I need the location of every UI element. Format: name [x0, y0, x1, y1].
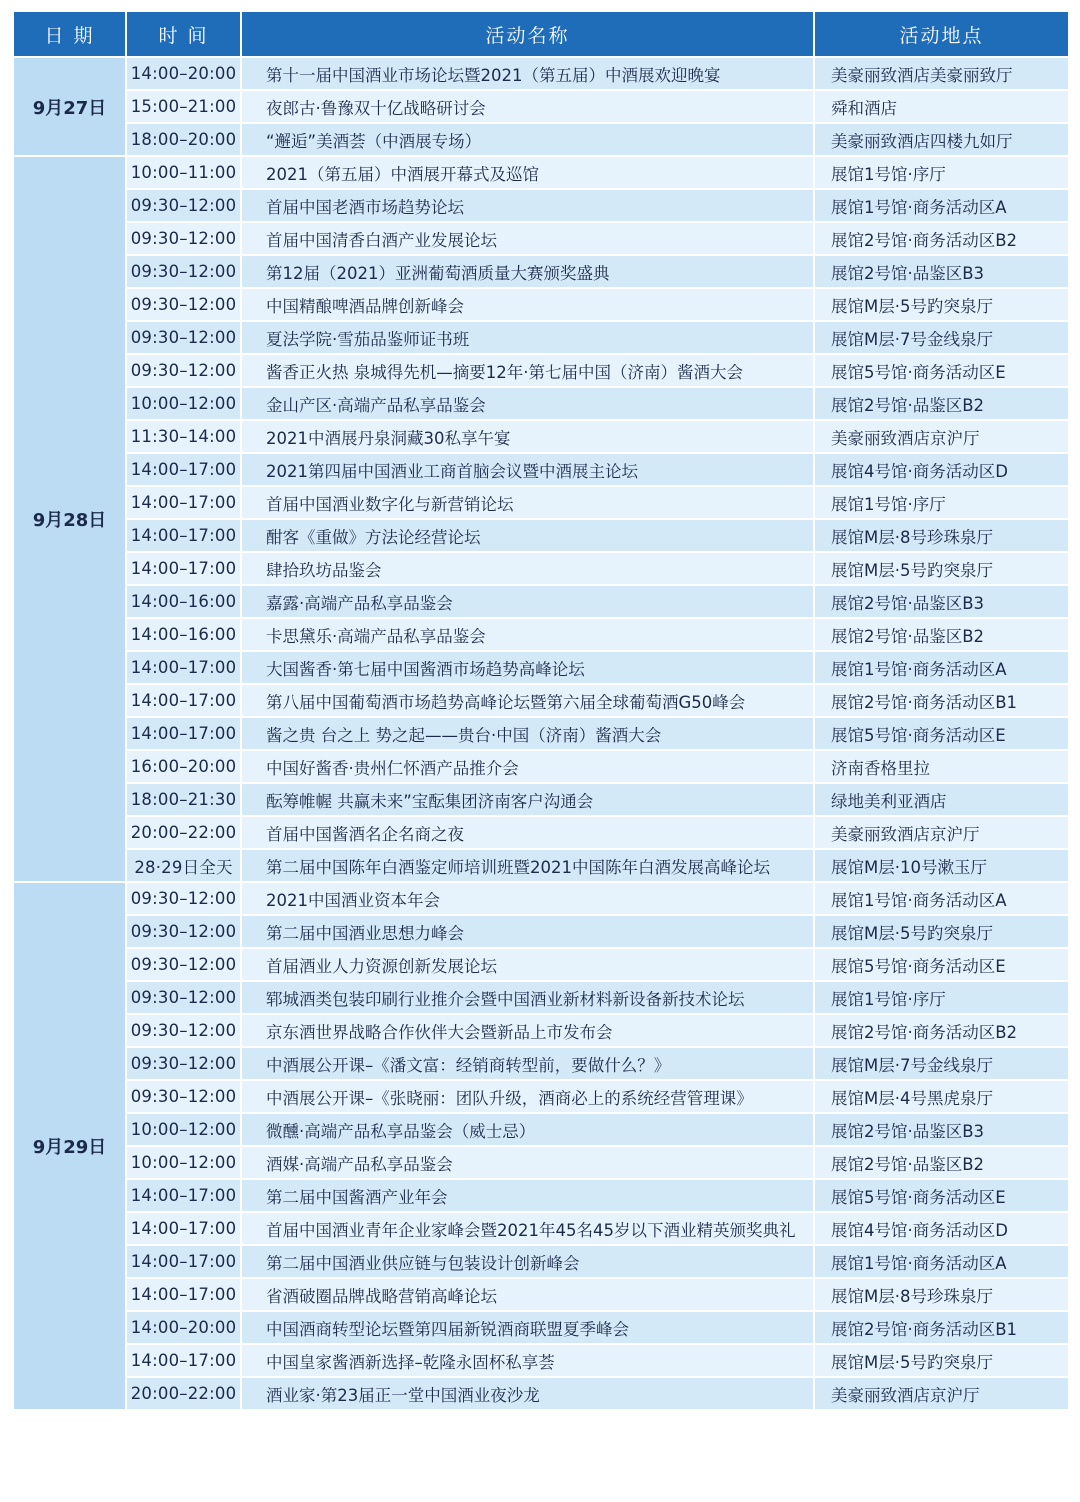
event-name-cell: 嘉露·高端产品私享品鉴会 — [241, 585, 814, 618]
event-name-cell: 卡思黛乐·高端产品私享品鉴会 — [241, 618, 814, 651]
location-cell: 展馆M层·5号趵突泉厅 — [814, 1344, 1069, 1377]
time-cell: 09:30–12:00 — [126, 354, 241, 387]
event-name-cell: 京东酒世界战略合作伙伴大会暨新品上市发布会 — [241, 1014, 814, 1047]
location-cell: 展馆M层·5号趵突泉厅 — [814, 552, 1069, 585]
event-name-cell: 2021（第五届）中酒展开幕式及巡馆 — [241, 156, 814, 189]
location-cell: 美豪丽致酒店京沪厅 — [814, 816, 1069, 849]
time-cell: 09:30–12:00 — [126, 948, 241, 981]
time-cell: 14:00–17:00 — [126, 1179, 241, 1212]
table-row — [13, 156, 1069, 189]
time-cell: 09:30–12:00 — [126, 981, 241, 1014]
table-row — [13, 1146, 1069, 1179]
time-cell: 14:00–17:00 — [126, 1344, 241, 1377]
event-name-cell: 首届中国老酒市场趋势论坛 — [241, 189, 814, 222]
table-row — [13, 123, 1069, 156]
location-cell: 展馆2号馆·品鉴区B2 — [814, 618, 1069, 651]
event-name-cell: 郓城酒类包装印刷行业推介会暨中国酒业新材料新设备新技术论坛 — [241, 981, 814, 1014]
table-row — [13, 1212, 1069, 1245]
table-row — [13, 882, 1069, 915]
location-cell: 展馆M层·5号趵突泉厅 — [814, 288, 1069, 321]
table-row — [13, 585, 1069, 618]
event-name-cell: 首届中国酒业数字化与新营销论坛 — [241, 486, 814, 519]
location-cell: 展馆1号馆·商务活动区A — [814, 882, 1069, 915]
event-name-cell: “邂逅”美酒荟（中酒展专场） — [241, 123, 814, 156]
table-row — [13, 816, 1069, 849]
time-cell: 09:30–12:00 — [126, 189, 241, 222]
table-row — [13, 552, 1069, 585]
location-cell: 展馆2号馆·商务活动区B2 — [814, 1014, 1069, 1047]
event-name-cell: 第12届（2021）亚洲葡萄酒质量大赛颁奖盛典 — [241, 255, 814, 288]
time-cell: 09:30–12:00 — [126, 882, 241, 915]
table-row — [13, 1113, 1069, 1146]
header-row — [13, 11, 1069, 57]
location-cell: 展馆M层·7号金线泉厅 — [814, 1047, 1069, 1080]
table-row — [13, 321, 1069, 354]
time-cell: 11:30–14:00 — [126, 420, 241, 453]
event-name-cell: 首届中国清香白酒产业发展论坛 — [241, 222, 814, 255]
time-cell: 10:00–12:00 — [126, 1146, 241, 1179]
location-cell: 展馆2号馆·商务活动区B1 — [814, 1311, 1069, 1344]
time-cell: 14:00–17:00 — [126, 486, 241, 519]
table-row — [13, 915, 1069, 948]
location-cell: 展馆M层·8号珍珠泉厅 — [814, 519, 1069, 552]
location-cell: 展馆1号馆·序厅 — [814, 486, 1069, 519]
event-name-cell: 中国精酿啤酒品牌创新峰会 — [241, 288, 814, 321]
location-cell: 美豪丽致酒店京沪厅 — [814, 1377, 1069, 1410]
time-cell: 14:00–17:00 — [126, 453, 241, 486]
pc-logo-icon — [976, 1426, 1066, 1482]
location-cell: 济南香格里拉 — [814, 750, 1069, 783]
time-cell: 14:00–17:00 — [126, 717, 241, 750]
event-name-cell: 中国皇家酱酒新选择–乾隆永固杯私享荟 — [241, 1344, 814, 1377]
time-cell: 14:00–17:00 — [126, 552, 241, 585]
table-row — [13, 189, 1069, 222]
header-location: 活动地点 — [814, 11, 1069, 57]
event-name-cell: 肆拾玖坊品鉴会 — [241, 552, 814, 585]
event-name-cell: 酱香正火热 泉城得先机—摘要12年·第七届中国（济南）酱酒大会 — [241, 354, 814, 387]
event-name-cell: 第二届中国酒业思想力峰会 — [241, 915, 814, 948]
event-name-cell: 第二届中国酱酒产业年会 — [241, 1179, 814, 1212]
event-name-cell: 中国酒商转型论坛暨第四届新锐酒商联盟夏季峰会 — [241, 1311, 814, 1344]
time-cell: 28·29日全天 — [126, 849, 241, 882]
location-cell: 展馆1号馆·序厅 — [814, 156, 1069, 189]
time-cell: 20:00–22:00 — [126, 1377, 241, 1410]
table-row — [13, 420, 1069, 453]
table-row — [13, 651, 1069, 684]
event-name-cell: 2021第四届中国酒业工商首脑会议暨中酒展主论坛 — [241, 453, 814, 486]
time-cell: 14:00–17:00 — [126, 1212, 241, 1245]
time-cell: 14:00–17:00 — [126, 1245, 241, 1278]
location-cell: 展馆5号馆·商务活动区E — [814, 717, 1069, 750]
table-row — [13, 519, 1069, 552]
table-row — [13, 750, 1069, 783]
table-row — [13, 57, 1069, 90]
time-cell: 09:30–12:00 — [126, 1047, 241, 1080]
table-row — [13, 1047, 1069, 1080]
table-row — [13, 255, 1069, 288]
time-cell: 14:00–20:00 — [126, 57, 241, 90]
watermark-logo — [976, 1426, 1066, 1490]
time-cell: 18:00–21:30 — [126, 783, 241, 816]
time-cell: 09:30–12:00 — [126, 321, 241, 354]
table-row — [13, 783, 1069, 816]
schedule-table — [12, 10, 1070, 1411]
time-cell: 16:00–20:00 — [126, 750, 241, 783]
event-name-cell: 省酒破圈品牌战略营销高峰论坛 — [241, 1278, 814, 1311]
location-cell: 展馆1号馆·序厅 — [814, 981, 1069, 1014]
location-cell: 舜和酒店 — [814, 90, 1069, 123]
time-cell: 09:30–12:00 — [126, 1014, 241, 1047]
table-row — [13, 1245, 1069, 1278]
table-row — [13, 222, 1069, 255]
time-cell: 18:00–20:00 — [126, 123, 241, 156]
time-cell: 10:00–12:00 — [126, 1113, 241, 1146]
location-cell: 展馆2号馆·品鉴区B3 — [814, 585, 1069, 618]
table-row — [13, 618, 1069, 651]
location-cell: 展馆4号馆·商务活动区D — [814, 453, 1069, 486]
location-cell: 展馆2号馆·品鉴区B3 — [814, 255, 1069, 288]
table-row — [13, 717, 1069, 750]
location-cell: 展馆2号馆·品鉴区B2 — [814, 1146, 1069, 1179]
location-cell: 展馆2号馆·品鉴区B2 — [814, 387, 1069, 420]
table-row — [13, 948, 1069, 981]
date-cell: 9月27日 — [13, 57, 126, 156]
event-name-cell: 2021中酒展丹泉洞藏30私享午宴 — [241, 420, 814, 453]
header-time: 时 间 — [126, 11, 241, 57]
location-cell: 展馆M层·10号漱玉厅 — [814, 849, 1069, 882]
time-cell: 14:00–16:00 — [126, 585, 241, 618]
time-cell: 14:00–17:00 — [126, 684, 241, 717]
event-name-cell: 首届中国酒业青年企业家峰会暨2021年45名45岁以下酒业精英颁奖典礼 — [241, 1212, 814, 1245]
time-cell: 20:00–22:00 — [126, 816, 241, 849]
time-cell: 09:30–12:00 — [126, 915, 241, 948]
event-name-cell: 首届酒业人力资源创新发展论坛 — [241, 948, 814, 981]
time-cell: 15:00–21:00 — [126, 90, 241, 123]
time-cell: 14:00–17:00 — [126, 1278, 241, 1311]
event-name-cell: 酣客《重做》方法论经营论坛 — [241, 519, 814, 552]
event-name-cell: 2021中国酒业资本年会 — [241, 882, 814, 915]
table-row — [13, 453, 1069, 486]
time-cell: 10:00–11:00 — [126, 156, 241, 189]
event-name-cell: 酱之贵 台之上 势之起——贵台·中国（济南）酱酒大会 — [241, 717, 814, 750]
header-name: 活动名称 — [241, 11, 814, 57]
table-row — [13, 1014, 1069, 1047]
event-name-cell: 第二届中国酒业供应链与包装设计创新峰会 — [241, 1245, 814, 1278]
table-row — [13, 387, 1069, 420]
table-row — [13, 486, 1069, 519]
header-date: 日 期 — [13, 11, 126, 57]
table-row — [13, 1080, 1069, 1113]
event-name-cell: 大国酱香·第七届中国酱酒市场趋势高峰论坛 — [241, 651, 814, 684]
location-cell: 美豪丽致酒店京沪厅 — [814, 420, 1069, 453]
time-cell: 09:30–12:00 — [126, 288, 241, 321]
location-cell: 展馆1号馆·商务活动区A — [814, 651, 1069, 684]
table-row — [13, 849, 1069, 882]
date-cell: 9月29日 — [13, 882, 126, 1410]
event-name-cell: 第二届中国陈年白酒鉴定师培训班暨2021中国陈年白酒发展高峰论坛 — [241, 849, 814, 882]
table-row — [13, 981, 1069, 1014]
location-cell: 美豪丽致酒店美豪丽致厅 — [814, 57, 1069, 90]
time-cell: 10:00–12:00 — [126, 387, 241, 420]
location-cell: 展馆M层·7号金线泉厅 — [814, 321, 1069, 354]
location-cell: 展馆M层·5号趵突泉厅 — [814, 915, 1069, 948]
watermark-site: PHPCMS.CN — [980, 1481, 1044, 1492]
table-row — [13, 1344, 1069, 1377]
table-row — [13, 684, 1069, 717]
location-cell: 展馆M层·8号珍珠泉厅 — [814, 1278, 1069, 1311]
table-row — [13, 90, 1069, 123]
event-name-cell: 金山产区·高端产品私享品鉴会 — [241, 387, 814, 420]
location-cell: 展馆M层·4号黑虎泉厅 — [814, 1080, 1069, 1113]
time-cell: 09:30–12:00 — [126, 222, 241, 255]
location-cell: 展馆2号馆·商务活动区B1 — [814, 684, 1069, 717]
table-row — [13, 288, 1069, 321]
table-row — [13, 1278, 1069, 1311]
event-name-cell: 酒业家·第23届正一堂中国酒业夜沙龙 — [241, 1377, 814, 1410]
location-cell: 展馆2号馆·品鉴区B3 — [814, 1113, 1069, 1146]
time-cell: 14:00–16:00 — [126, 618, 241, 651]
event-name-cell: 酝筹帷幄 共赢未来”宝酝集团济南客户沟通会 — [241, 783, 814, 816]
time-cell: 14:00–17:00 — [126, 651, 241, 684]
location-cell: 展馆2号馆·商务活动区B2 — [814, 222, 1069, 255]
table-row — [13, 1377, 1069, 1410]
location-cell: 绿地美利亚酒店 — [814, 783, 1069, 816]
table-row — [13, 1311, 1069, 1344]
event-name-cell: 夏法学院·雪茄品鉴师证书班 — [241, 321, 814, 354]
location-cell: 展馆4号馆·商务活动区D — [814, 1212, 1069, 1245]
event-name-cell: 夜郎古·鲁豫双十亿战略研讨会 — [241, 90, 814, 123]
time-cell: 14:00–17:00 — [126, 519, 241, 552]
location-cell: 展馆5号馆·商务活动区E — [814, 1179, 1069, 1212]
table-row — [13, 354, 1069, 387]
event-name-cell: 第十一届中国酒业市场论坛暨2021（第五届）中酒展欢迎晚宴 — [241, 57, 814, 90]
table-row — [13, 1179, 1069, 1212]
event-name-cell: 中国好酱香·贵州仁怀酒产品推介会 — [241, 750, 814, 783]
location-cell: 美豪丽致酒店四楼九如厅 — [814, 123, 1069, 156]
time-cell: 09:30–12:00 — [126, 255, 241, 288]
time-cell: 09:30–12:00 — [126, 1080, 241, 1113]
location-cell: 展馆1号馆·商务活动区A — [814, 1245, 1069, 1278]
location-cell: 展馆5号馆·商务活动区E — [814, 948, 1069, 981]
event-name-cell: 酒媒·高端产品私享品鉴会 — [241, 1146, 814, 1179]
location-cell: 展馆1号馆·商务活动区A — [814, 189, 1069, 222]
event-name-cell: 中酒展公开课–《潘文富：经销商转型前，要做什么？》 — [241, 1047, 814, 1080]
event-name-cell: 第八届中国葡萄酒市场趋势高峰论坛暨第六届全球葡萄酒G50峰会 — [241, 684, 814, 717]
event-name-cell: 首届中国酱酒名企名商之夜 — [241, 816, 814, 849]
date-cell: 9月28日 — [13, 156, 126, 882]
event-name-cell: 中酒展公开课–《张晓丽：团队升级，酒商必上的系统经营管理课》 — [241, 1080, 814, 1113]
time-cell: 14:00–20:00 — [126, 1311, 241, 1344]
event-name-cell: 微醺·高端产品私享品鉴会（威士忌） — [241, 1113, 814, 1146]
location-cell: 展馆5号馆·商务活动区E — [814, 354, 1069, 387]
